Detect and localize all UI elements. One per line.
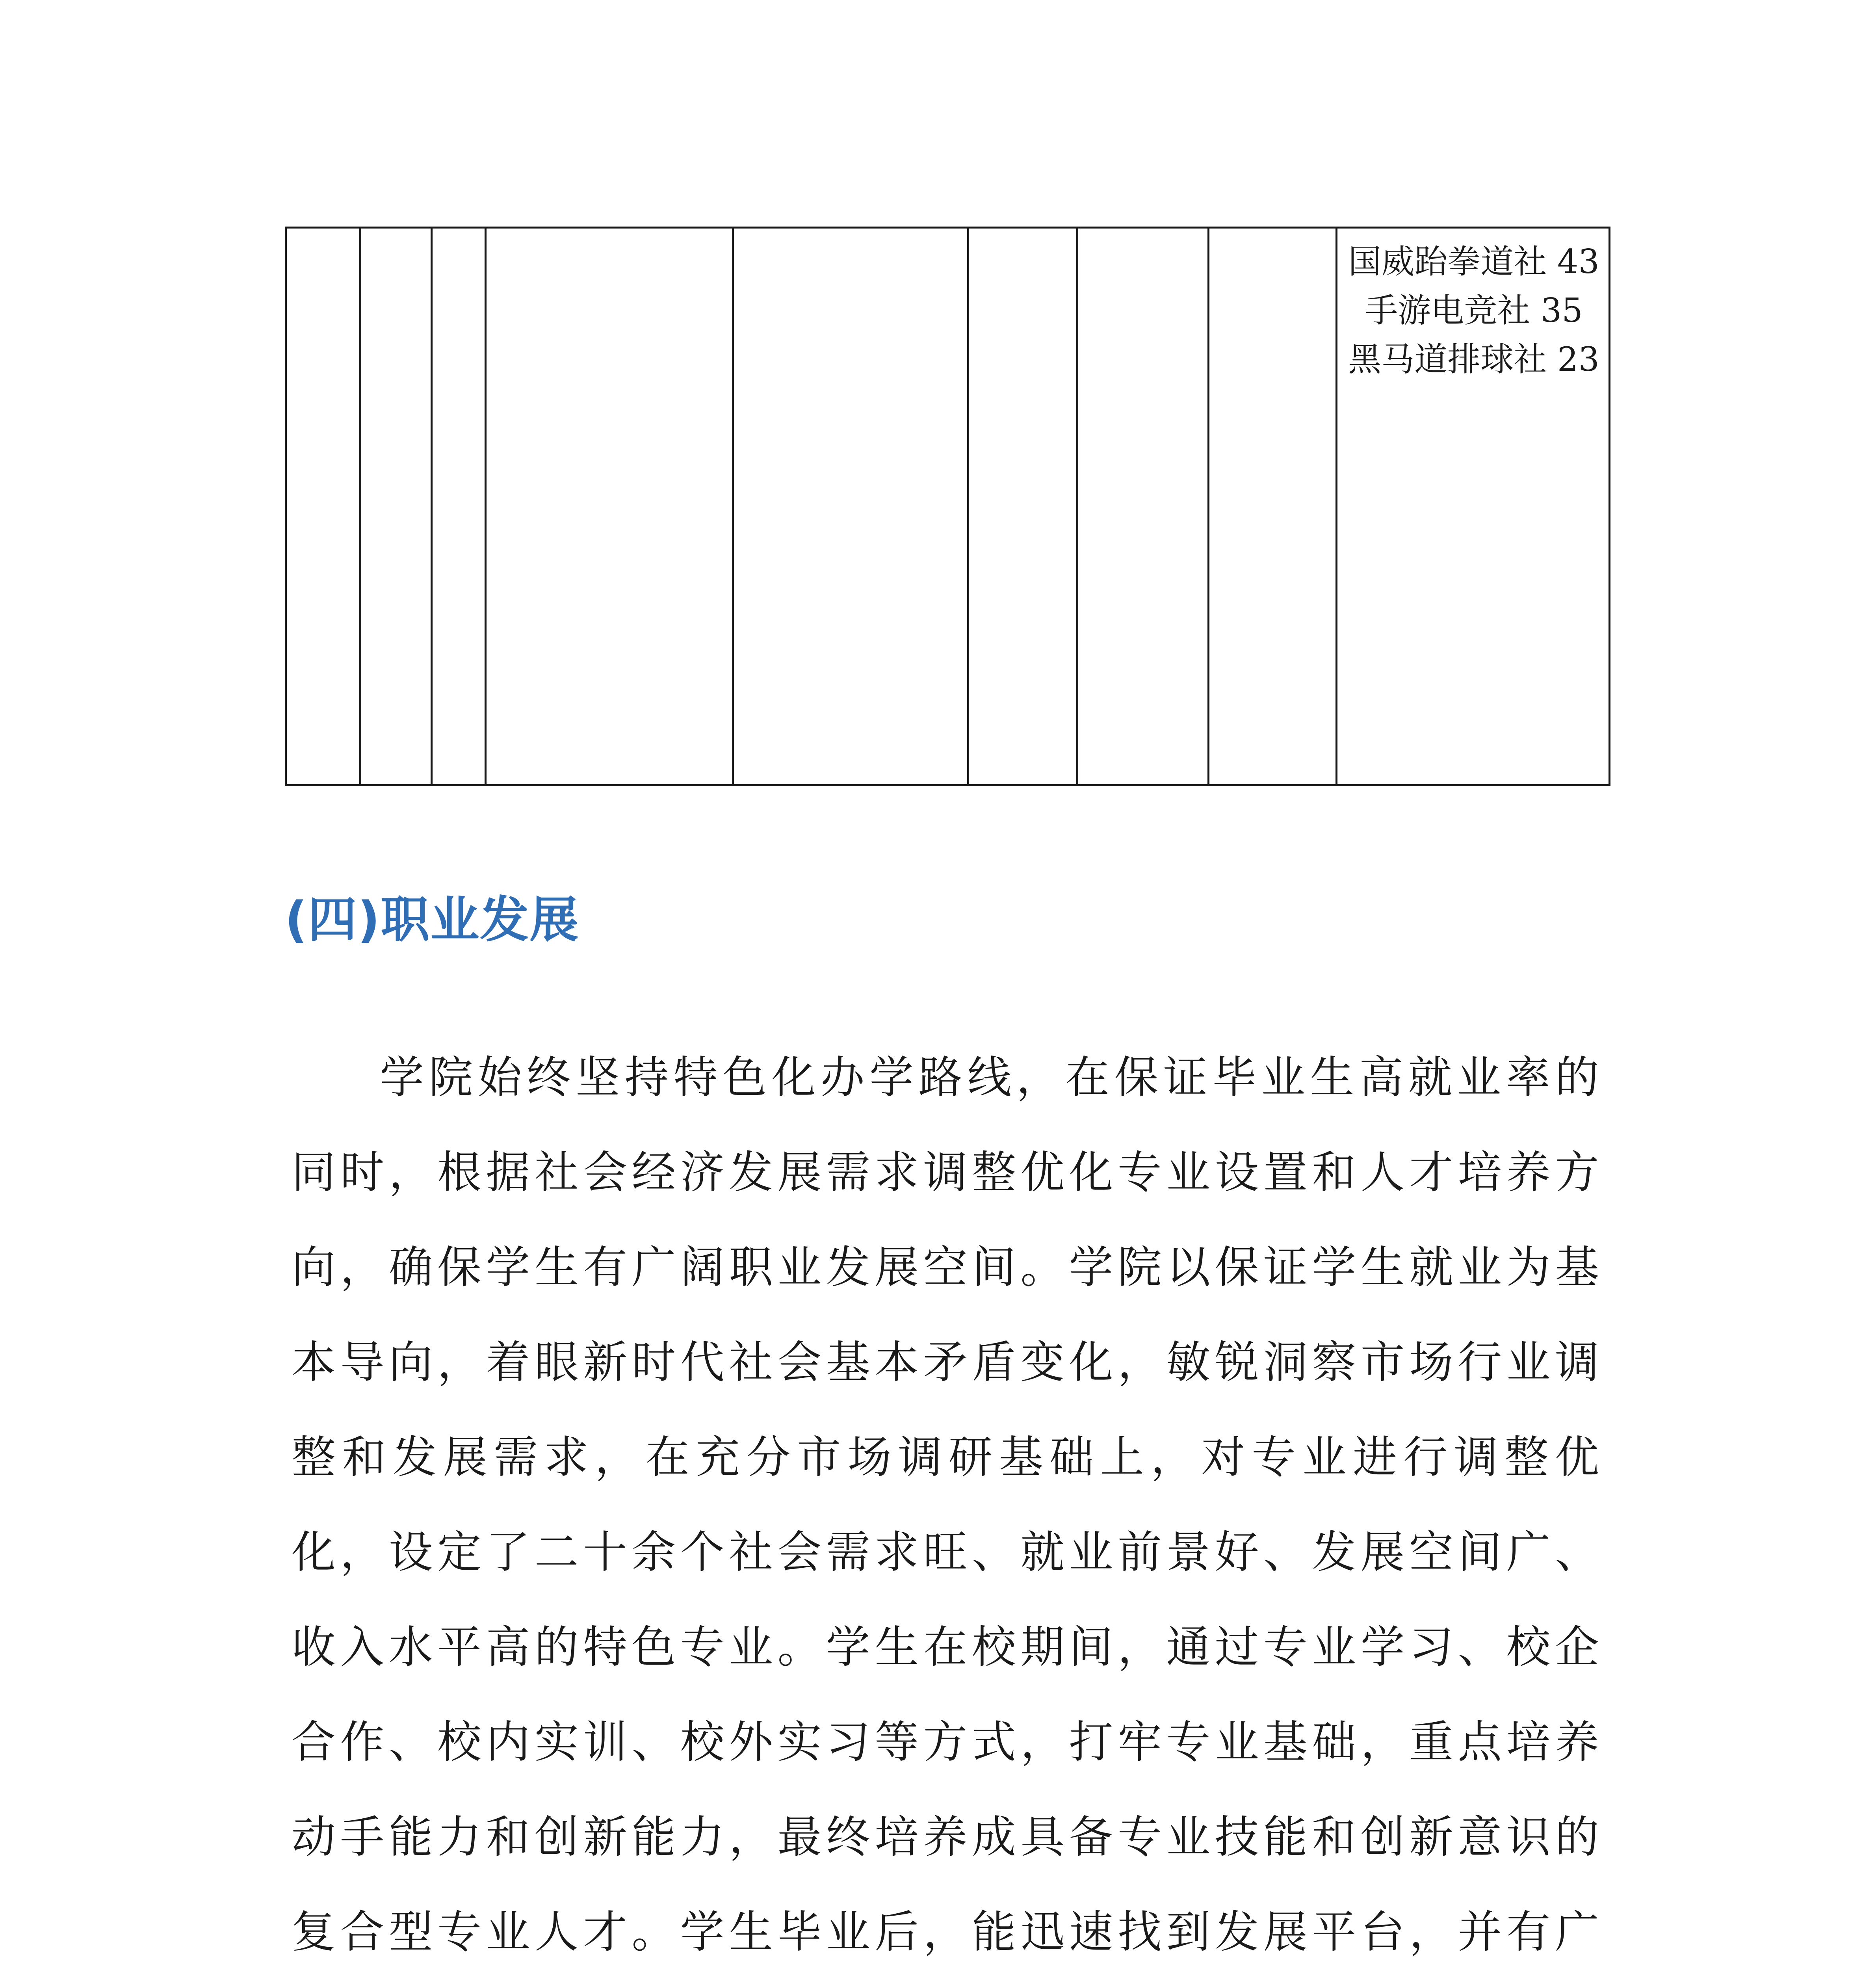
table-cell	[286, 228, 360, 785]
table-cell	[1077, 228, 1209, 785]
club-list	[1337, 229, 1609, 384]
table-cell	[486, 228, 733, 785]
table-row	[286, 228, 1610, 785]
table-cell	[432, 228, 486, 785]
table-cell	[1209, 228, 1337, 785]
data-table-continuation	[285, 227, 1610, 786]
table-cell	[360, 228, 432, 785]
club-item: 国威跆拳道社 43	[1348, 242, 1599, 281]
section-heading: (四)职业发展	[285, 892, 580, 948]
table-cell	[968, 228, 1077, 785]
table-cell	[733, 228, 968, 785]
club-item: 手游电竞社 35	[1365, 291, 1583, 330]
club-item: 黑马道排球社 23	[1348, 340, 1599, 379]
body-paragraph: 学院始终坚持特色化办学路线，在保证毕业生高就业率的同时，根据社会经济发展需求调整优化专业设置和人才培养方向，确保学生有广阔职业发展空间。学院以保证学生就业为基本导向，着眼新时代社会基本矛盾变化，敏锐洞察市场行业调整和发展需求，在充分市场调研基础上，对专业进行调整优化，设定了二十余个社会需求旺、就业前景好、发展空间广、收入水平高的特色专业。学生在校期间，通过专业学习、校企合作、校内实训、校外实习等方式，打牢专业基础，重点培养动手能力和创新能力，最终培养成具备专业技能和创新意识的复合型专业人才。学生毕业后，能迅速找到发展平台，并有广	[292, 1052, 1603, 1958]
club-list-cell	[1337, 228, 1610, 785]
